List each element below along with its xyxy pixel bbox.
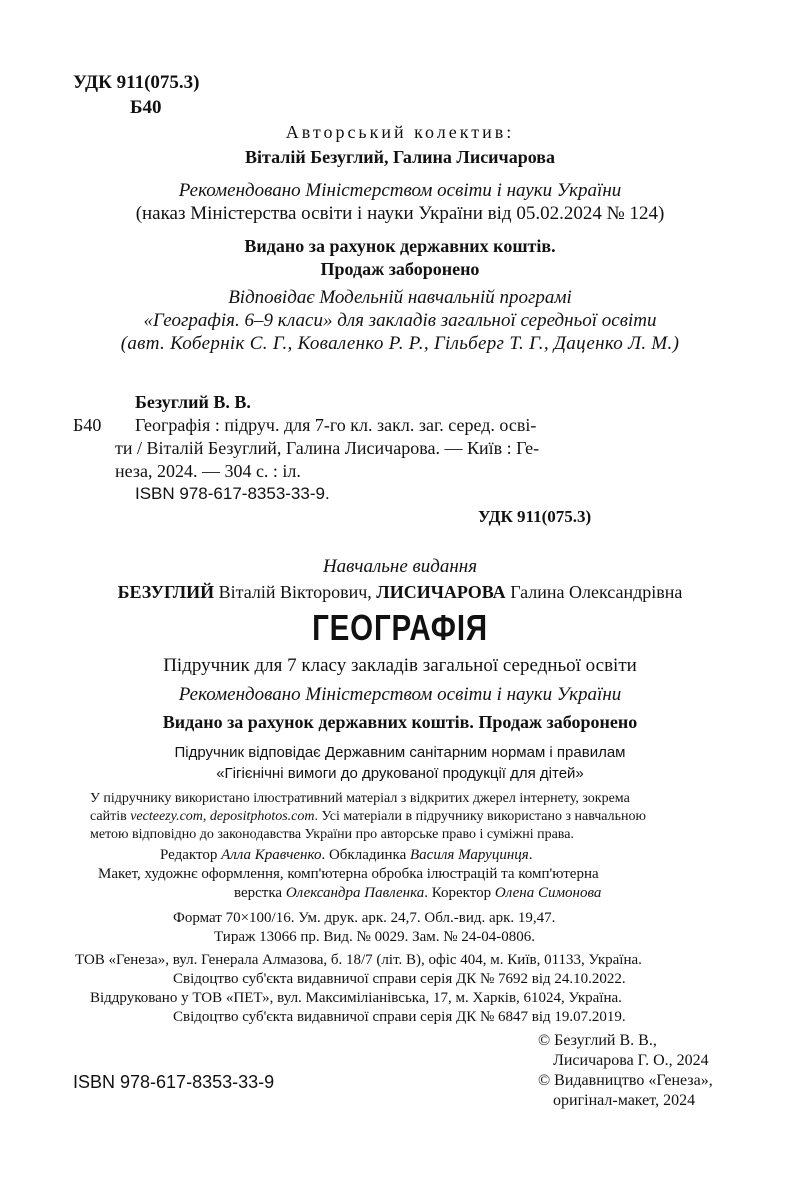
recommendation-line-1: Рекомендовано Міністерством освіти і науки України xyxy=(178,180,622,201)
print-format: Формат 70×100/16. Ум. друк. арк. 24,7. Обл.-вид. арк. 19,47. xyxy=(173,910,556,926)
catalog-udk: УДК 911(075.3) xyxy=(478,507,592,526)
udk-code: УДК 911(075.3) xyxy=(73,72,200,93)
sources-text-c: . Усі матеріали в підручнику використано з навчальною xyxy=(314,809,646,824)
author-1-surname: БЕЗУГЛИЙ xyxy=(117,582,215,602)
title-wrap xyxy=(0,607,800,649)
catalog-line-3: неза, 2024. — 304 с. : іл. xyxy=(115,461,301,481)
author-2-name: Галина Олександрівна xyxy=(505,582,683,602)
sources-text-b: , xyxy=(202,809,210,824)
copyright-line-2: Лисичарова Г. О., 2024 xyxy=(553,1052,709,1069)
catalog-code: Б40 xyxy=(73,415,102,435)
credits-line-1 xyxy=(160,847,533,864)
edition-funding: Видано за рахунок державних коштів. Продаж заборонено xyxy=(162,712,638,732)
credits-line-3 xyxy=(234,885,601,902)
funding-line-1: Видано за рахунок державних коштів. xyxy=(244,236,556,256)
sources-line-1: У підручнику використано ілюстративний матеріал з відкритих джерел інтернету, зокрема xyxy=(90,791,630,806)
cover-artist: Василя Маруцинця xyxy=(410,847,529,863)
proofreader-name: Олена Симонова xyxy=(494,885,602,901)
program-line-2: «Географія. 6–9 класи» для закладів загальної середньої освіти xyxy=(143,310,657,331)
library-code: Б40 xyxy=(130,97,162,118)
editor-label: Редактор xyxy=(160,847,222,863)
cover-end: . xyxy=(528,847,533,863)
typeset-name: Олександра Павленка xyxy=(285,885,425,901)
publisher-line-1: ТОВ «Генеза», вул. Генерала Алмазова, б. 18/7 (літ. В), офіс 404, м. Київ, 01133, Україна. xyxy=(75,952,642,968)
footer-isbn: ISBN 978-617-8353-33-9 xyxy=(73,1072,275,1092)
authors-names: Віталій Безуглий, Галина Лисичарова xyxy=(245,147,555,167)
catalog-line-2: ти / Віталій Безуглий, Галина Лисичарова. — Київ : Ге- xyxy=(115,438,540,458)
sources-text-a: сайтів xyxy=(90,809,131,824)
funding-line-2: Продаж заборонено xyxy=(320,259,480,279)
author-2-surname: ЛИСИЧАРОВА xyxy=(376,582,506,602)
typeset-label: верстка xyxy=(234,885,286,901)
author-1-name: Віталій Вікторович, xyxy=(214,582,377,602)
edition-authors xyxy=(0,582,800,603)
credits-line-2: Макет, художнє оформлення, комп'ютерна обробка ілюстрацій та комп'ютерна xyxy=(98,866,599,882)
edition-type: Навчальне видання xyxy=(322,556,478,577)
program-line-1: Відповідає Модельній навчальній програмі xyxy=(228,287,572,308)
catalog-isbn: ISBN 978-617-8353-33-9. xyxy=(135,484,330,503)
authors-label: Авторський колектив: xyxy=(285,122,515,142)
printer-line-1: Віддруковано у ТОВ «ПЕТ», вул. Максиміліанівська, 17, м. Харків, 61024, Україна. xyxy=(90,990,622,1006)
sources-line-2 xyxy=(90,809,646,825)
site-vecteezy: vecteezy.com xyxy=(130,809,203,824)
cover-label: . Обкладинка xyxy=(321,847,411,863)
editor-name: Алла Кравченко xyxy=(221,847,322,863)
copyright-line-3: © Видавництво «Генеза», xyxy=(538,1072,713,1089)
copyright-line-4: оригінал-макет, 2024 xyxy=(553,1092,696,1109)
catalog-author: Безуглий В. В. xyxy=(135,392,251,412)
sources-line-3: метою відповідно до законодавства України про авторське право і суміжні права. xyxy=(90,827,574,842)
printer-line-2: Свідоцтво суб'єкта видавничої справи серія ДК № 6847 від 19.07.2019. xyxy=(173,1009,626,1025)
print-run: Тираж 13066 пр. Вид. № 0029. Зам. № 24-04-0806. xyxy=(214,929,536,945)
edition-recommended: Рекомендовано Міністерством освіти і науки України xyxy=(178,684,622,705)
copyright-line-1: © Безуглий В. В., xyxy=(538,1032,657,1049)
catalog-line-1: Географія : підруч. для 7-го кл. закл. заг. серед. осві- xyxy=(135,415,537,435)
program-line-3: (авт. Кобернік С. Г., Коваленко Р. Р., Гільберг Т. Г., Даценко Л. М.) xyxy=(120,333,680,354)
sanitary-line-1: Підручник відповідає Державним санітарним нормам і правилам xyxy=(174,744,626,761)
recommendation-line-2: (наказ Міністерства освіти і науки України від 05.02.2024 № 124) xyxy=(135,203,665,224)
book-title: ГЕОГРАФІЯ xyxy=(312,607,488,648)
sanitary-line-2: «Гігієнічні вимоги до друкованої продукції для дітей» xyxy=(216,765,584,782)
edition-subtitle: Підручник для 7 класу закладів загальної середньої освіти xyxy=(163,655,637,676)
site-depositphotos: depositphotos.com xyxy=(209,809,315,824)
proof-label: . Коректор xyxy=(424,885,495,901)
publisher-line-2: Свідоцтво суб'єкта видавничої справи серія ДК № 7692 від 24.10.2022. xyxy=(173,971,626,987)
